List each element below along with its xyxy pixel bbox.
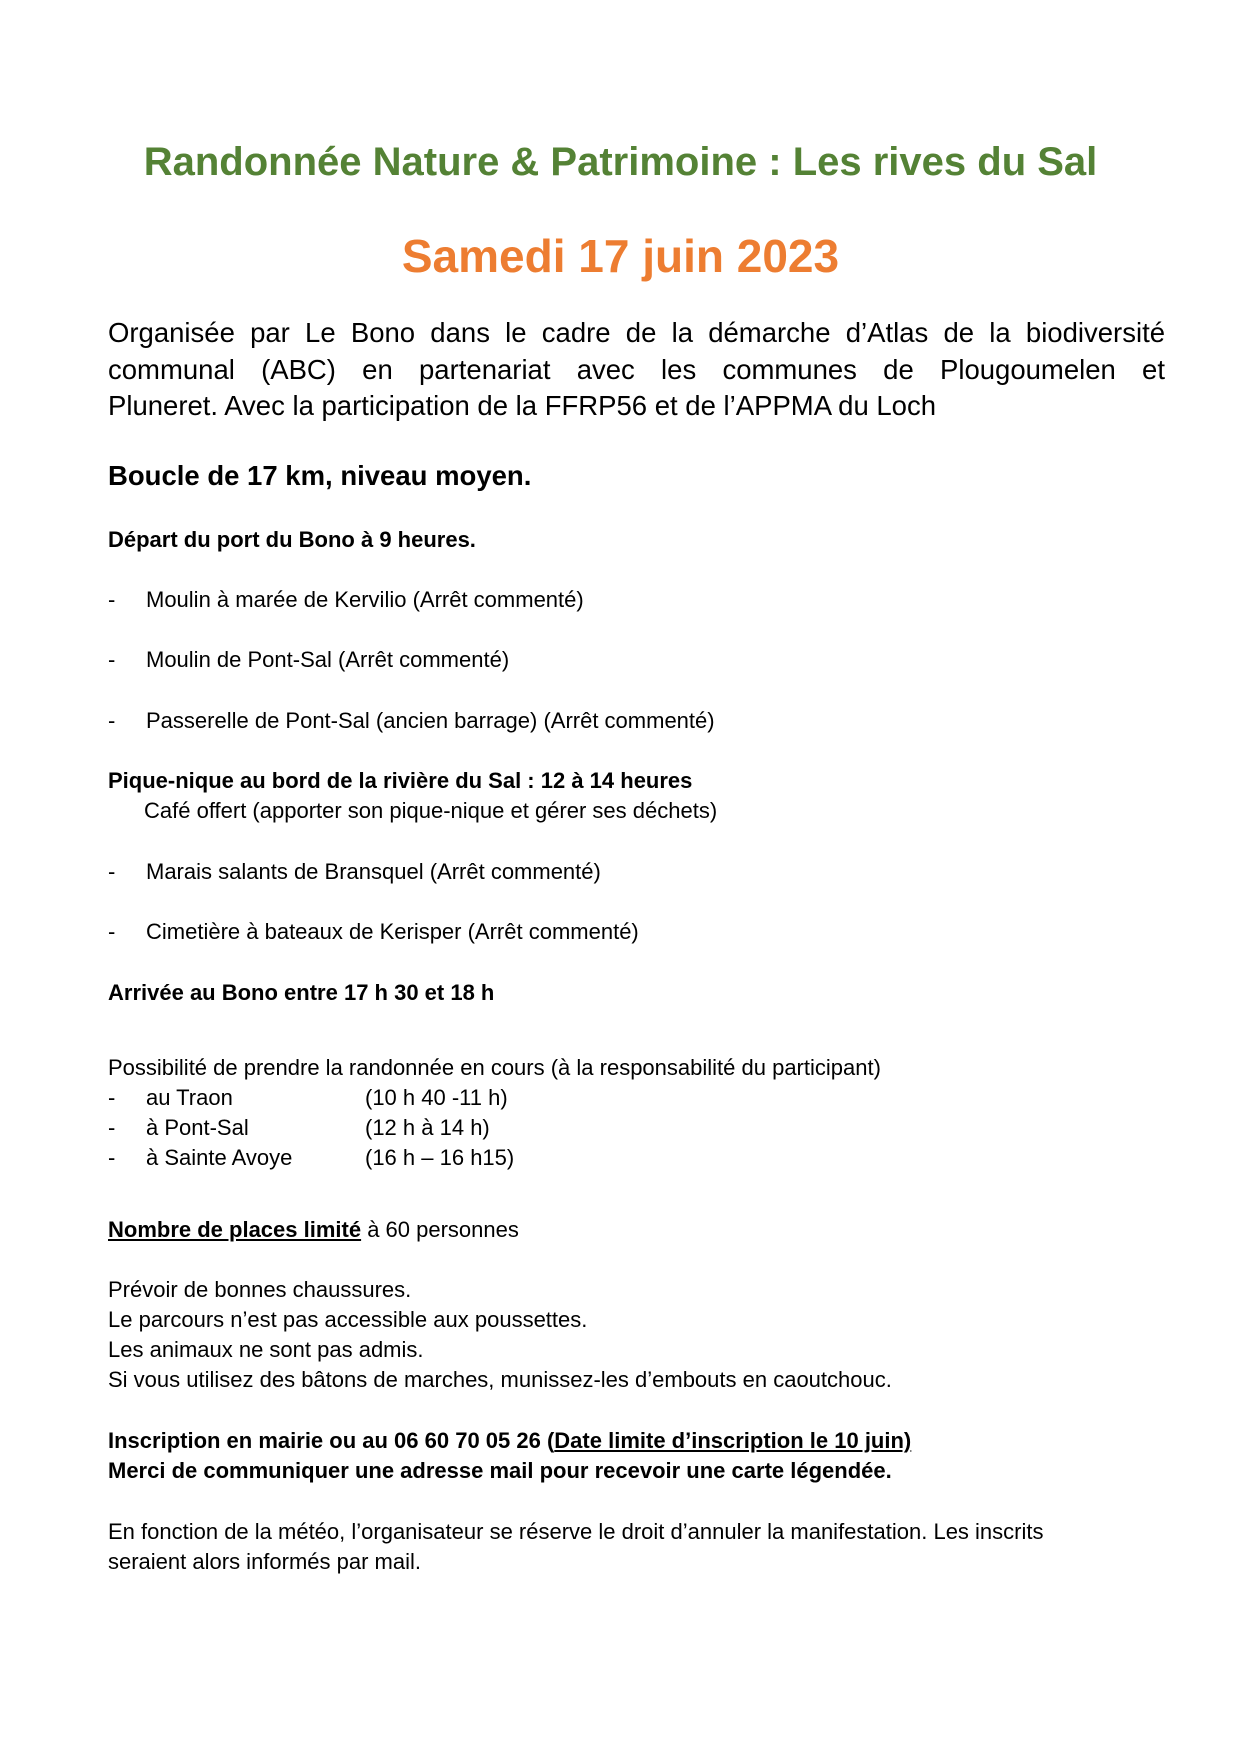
intro-line: communal (ABC) en partenariat avec les communes de Plougoumelen et bbox=[108, 353, 1165, 385]
inscription-deadline: Date limite d’inscription le 10 juin) bbox=[554, 1428, 912, 1453]
bullet-dash: - bbox=[108, 1115, 116, 1140]
advice-line: Si vous utilisez des bâtons de marches, munissez-les d’embouts en caoutchouc. bbox=[108, 1367, 892, 1392]
advice-line: Les animaux ne sont pas admis. bbox=[108, 1337, 424, 1362]
picnic-note: Café offert (apporter son pique-nique et gérer ses déchets) bbox=[144, 798, 718, 823]
page-title: Randonnée Nature & Patrimoine : Les rives du Sal bbox=[143, 140, 1098, 184]
inscription-line bbox=[108, 1426, 911, 1456]
picnic-heading: Pique-nique au bord de la rivière du Sal : 12 à 14 heures bbox=[108, 768, 693, 793]
mail-request: Merci de communiquer une adresse mail pour recevoir une carte légendée. bbox=[108, 1458, 892, 1483]
places-count: à 60 personnes bbox=[361, 1217, 519, 1242]
bullet-dash: - bbox=[108, 1085, 116, 1110]
stop-item: Cimetière à bateaux de Kerisper (Arrêt commenté) bbox=[146, 919, 639, 944]
intro-paragraph bbox=[108, 315, 1165, 425]
stop-item: Marais salants de Bransquel (Arrêt commenté) bbox=[146, 859, 601, 884]
join-time: (12 h à 14 h) bbox=[365, 1115, 490, 1140]
bullet-dash: - bbox=[108, 1145, 116, 1170]
join-time: (16 h – 16 h15) bbox=[365, 1145, 515, 1170]
advice-line: Le parcours n’est pas accessible aux poussettes. bbox=[108, 1307, 588, 1332]
loop-heading: Boucle de 17 km, niveau moyen. bbox=[108, 460, 532, 491]
bullet-dash: - bbox=[108, 859, 116, 884]
join-place: à Pont-Sal bbox=[146, 1115, 249, 1140]
places-label: Nombre de places limité bbox=[108, 1217, 362, 1242]
bullet-dash: - bbox=[108, 587, 116, 612]
weather-note: seraient alors informés par mail. bbox=[108, 1549, 422, 1574]
weather-note: En fonction de la météo, l’organisateur se réserve le droit d’annuler la manifestation. Les inscrits bbox=[108, 1519, 1044, 1544]
bullet-dash: - bbox=[108, 647, 116, 672]
inscription-text: Inscription en mairie ou au 06 60 70 05 26 ( bbox=[108, 1428, 555, 1453]
places-line bbox=[108, 1215, 519, 1245]
departure-heading: Départ du port du Bono à 9 heures. bbox=[108, 527, 476, 552]
stop-item: Passerelle de Pont-Sal (ancien barrage) (Arrêt commenté) bbox=[146, 708, 715, 733]
join-intro: Possibilité de prendre la randonnée en cours (à la responsabilité du participant) bbox=[108, 1055, 881, 1080]
bullet-dash: - bbox=[108, 708, 116, 733]
stop-item: Moulin de Pont-Sal (Arrêt commenté) bbox=[146, 647, 510, 672]
join-time: (10 h 40 -11 h) bbox=[365, 1085, 508, 1110]
intro-line: Organisée par Le Bono dans le cadre de la démarche d’Atlas de la biodiversité bbox=[108, 317, 1165, 348]
join-place: à Sainte Avoye bbox=[146, 1145, 293, 1170]
arrival-heading: Arrivée au Bono entre 17 h 30 et 18 h bbox=[108, 980, 495, 1005]
join-place: au Traon bbox=[146, 1085, 233, 1110]
event-date: Samedi 17 juin 2023 bbox=[401, 230, 840, 282]
intro-line: Pluneret. Avec la participation de la FFRP56 et de l’APPMA du Loch bbox=[108, 390, 937, 421]
stop-item: Moulin à marée de Kervilio (Arrêt commenté) bbox=[146, 587, 584, 612]
bullet-dash: - bbox=[108, 919, 116, 944]
advice-line: Prévoir de bonnes chaussures. bbox=[108, 1277, 412, 1302]
